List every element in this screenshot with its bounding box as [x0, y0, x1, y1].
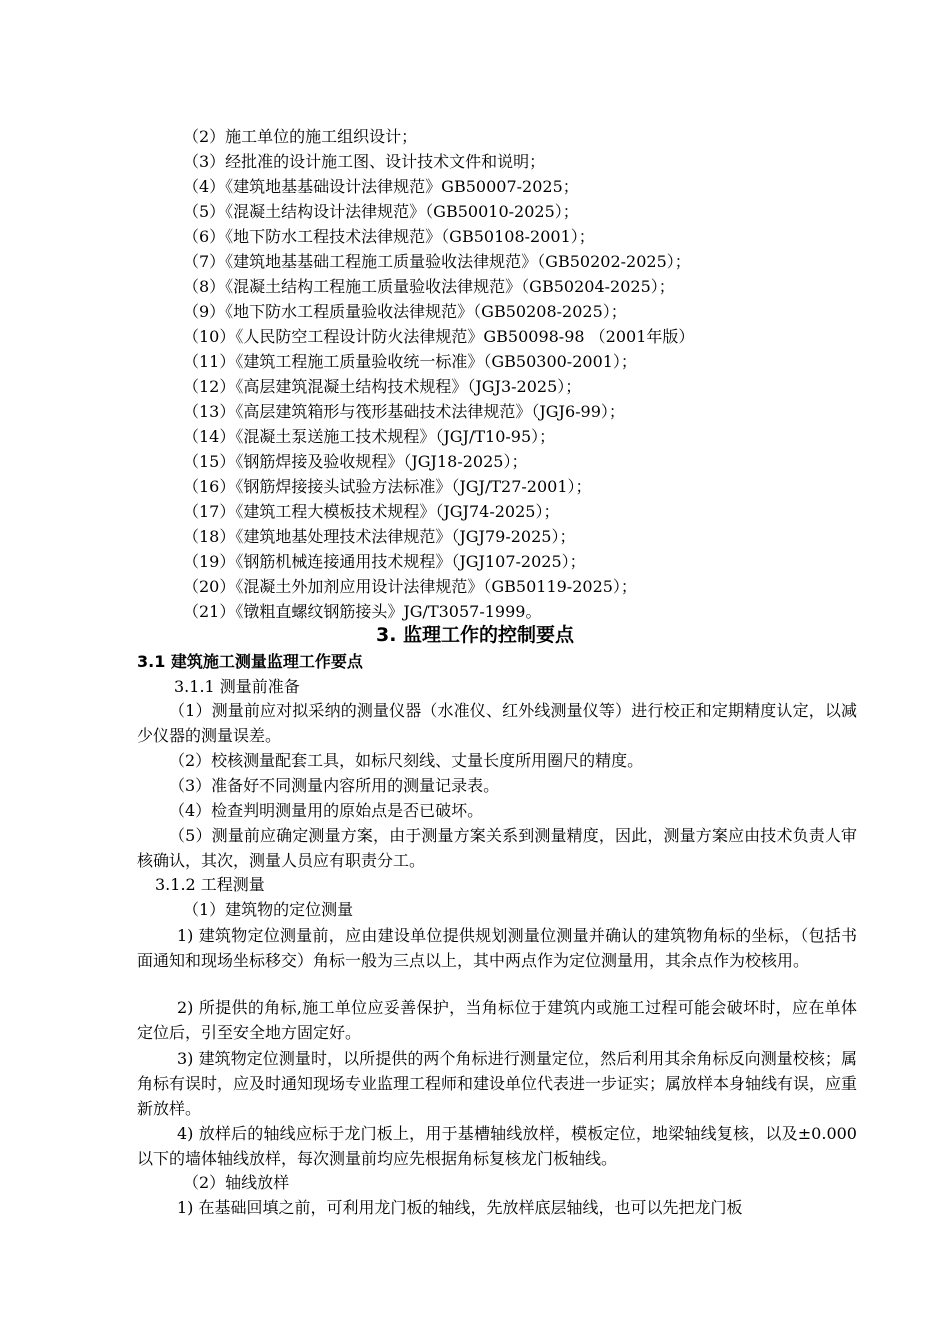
reference-item: （18）《建筑地基处理技术法律规范》（JGJ79-2025）； [183, 527, 576, 546]
reference-item: （11）《建筑工程施工质量验收统一标准》（GB50300-2001）； [183, 352, 637, 371]
reference-item: （19）《钢筋机械连接通用技术规程》（JGJ107-2025）； [183, 552, 586, 571]
reference-item: （7）《建筑地基基础工程施工质量验收法律规范》（GB50202-2025）； [183, 252, 691, 271]
reference-item: （4）《建筑地基基础设计法律规范》GB50007-2025； [183, 177, 579, 196]
reference-item: （15）《钢筋焊接及验收规程》（JGJ18-2025）； [183, 452, 528, 471]
paragraph: 4) 放样后的轴线应标于龙门板上，用于基槽轴线放样，模板定位，地梁轴线复核，以及±0.000 以下的墙体轴线放样，每次测量前均应先根据角标复核龙门板轴线。 [137, 1124, 857, 1168]
reference-item: （13）《高层建筑箱形与筏形基础技术法律规范》（JGJ6-99）； [183, 402, 625, 421]
paragraph: （3）准备好不同测量内容所用的测量记录表。 [169, 776, 500, 795]
reference-item: （2）施工单位的施工组织设计； [183, 127, 418, 146]
paragraph: 1) 在基础回填之前，可利用龙门板的轴线，先放样底层轴线，也可以先把龙门板 [177, 1198, 743, 1217]
reference-item: （9）《地下防水工程质量验收法律规范》（GB50208-2025）； [183, 302, 627, 321]
reference-item: （3）经批准的设计施工图、设计技术文件和说明； [183, 152, 546, 171]
paragraph: 2) 所提供的角标,施工单位应妥善保护，当角标位于建筑内或施工过程可能会破坏时，应在单体定位后，引至安全地方固定好。 [137, 998, 857, 1042]
paragraph: （2）校核测量配套工具，如标尺刻线、丈量长度所用圈尺的精度。 [169, 751, 644, 770]
reference-item: （21）《镦粗直螺纹钢筋接头》JG/T3057-1999。 [183, 602, 542, 621]
reference-item: （5）《混凝土结构设计法律规范》（GB50010-2025）； [183, 202, 579, 221]
reference-item: （12）《高层建筑混凝土结构技术规程》（JGJ3-2025）； [183, 377, 582, 396]
reference-item: （16）《钢筋焊接接头试验方法标准》（JGJ/T27-2001）； [183, 477, 592, 496]
reference-item: （20）《混凝土外加剂应用设计法律规范》（GB50119-2025）； [183, 577, 637, 596]
reference-item: （17）《建筑工程大模板技术规程》（JGJ74-2025）； [183, 502, 560, 521]
reference-item: （8）《混凝土结构工程施工质量验收法律规范》（GB50204-2025）； [183, 277, 675, 296]
reference-item: （14）《混凝土泵送施工技术规程》（JGJ/T10-95）； [183, 427, 556, 446]
reference-item: （10）《人民防空工程设计防火法律规范》GB50098-98 （2001年版） [183, 327, 695, 346]
reference-item: （6）《地下防水工程技术法律规范》（GB50108-2001）； [183, 227, 595, 246]
subsection-heading: 3.1.1 测量前准备 [174, 677, 300, 696]
section-heading: 3. 监理工作的控制要点 [375, 624, 575, 646]
subsection-heading: （2）轴线放样 [183, 1173, 290, 1192]
subsection-heading: 3.1.2 工程测量 [155, 875, 265, 894]
paragraph: （1）测量前应对拟采纳的测量仪器（水准仪、红外线测量仪等）进行校正和定期精度认定，以减少仪器的测量误差。 [137, 701, 857, 745]
paragraph: （5）测量前应确定测量方案，由于测量方案关系到测量精度，因此，测量方案应由技术负责人审核确认，其次，测量人员应有职责分工。 [137, 826, 857, 870]
paragraph: 3) 建筑物定位测量时，以所提供的两个角标进行测量定位，然后利用其余角标反向测量校核；属角标有误时，应及时通知现场专业监理工程师和建设单位代表进一步证实；属放样本身轴线有误，应重新放样。 [137, 1049, 858, 1118]
paragraph: （4）检查判明测量用的原始点是否已破坏。 [169, 801, 484, 820]
paragraph: 1) 建筑物定位测量前，应由建设单位提供规划测量位测量并确认的建筑物角标的坐标，（包括书面通知和现场坐标移交）角标一般为三点以上，其中两点作为定位测量用，其余点作为校核用。 [137, 926, 857, 970]
subsection-heading: 3.1 建筑施工测量监理工作要点 [137, 652, 363, 671]
subsection-heading: （1）建筑物的定位测量 [183, 900, 354, 919]
